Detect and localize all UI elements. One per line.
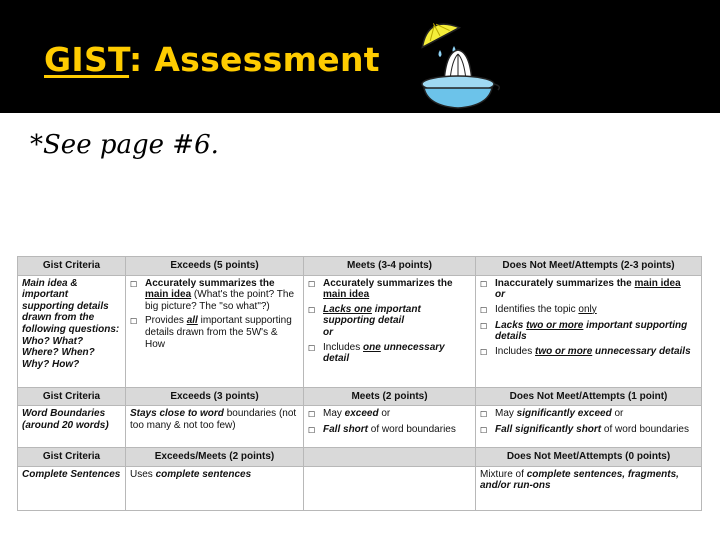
title-assessment: : Assessment	[129, 40, 380, 79]
column-header: Does Not Meet/Attempts (2-3 points)	[476, 257, 702, 276]
exceeds-cell: Stays close to word boundaries (not too many & not too few)	[126, 406, 304, 448]
column-header: Meets (2 points)	[304, 387, 476, 406]
column-header: Exceeds (3 points)	[126, 387, 304, 406]
meets-cell: ☐ Accurately summarizes the main idea ☐ Lacks one important supporting detail or ☐ Includes one unnecessary detail	[304, 275, 476, 387]
checkbox-bullet-icon: ☐	[308, 305, 316, 315]
column-header: Does Not Meet/Attempts (1 point)	[476, 387, 702, 406]
checkbox-bullet-icon: ☐	[308, 279, 316, 289]
criteria-cell: Complete Sentences	[18, 466, 126, 510]
column-header: Meets (3-4 points)	[304, 257, 476, 276]
column-header: Gist Criteria	[18, 387, 126, 406]
gist-rubric-table	[17, 256, 702, 511]
checkbox-bullet-icon: ☐	[480, 347, 488, 357]
does-not-meet-cell: ☐ May significantly exceed or ☐ Fall significantly short of word boundaries	[476, 406, 702, 448]
checkbox-bullet-icon: ☐	[480, 426, 488, 436]
checkbox-bullet-icon: ☐	[308, 343, 316, 353]
slide-subtitle: *See page #6.	[30, 130, 219, 160]
rubric-row-word-boundaries	[18, 406, 702, 448]
criteria-cell: Word Boundaries (around 20 words)	[18, 406, 126, 448]
exceeds-cell: Uses complete sentences	[126, 466, 304, 510]
column-header: Gist Criteria	[18, 448, 126, 467]
checkbox-bullet-icon: ☐	[308, 410, 316, 420]
checkbox-bullet-icon: ☐	[480, 279, 488, 289]
checkbox-bullet-icon: ☐	[480, 410, 488, 420]
column-header	[304, 448, 476, 467]
does-not-meet-cell: Mixture of complete sentences, fragments, and/or run-ons	[476, 466, 702, 510]
lemon-juicer-icon	[410, 16, 502, 110]
column-header: Exceeds (5 points)	[126, 257, 304, 276]
title-gist: GIST	[44, 40, 130, 79]
exceeds-cell: ☐ Accurately summarizes the main idea (What's the point? The big picture? The "so what"?) ☐ Provides all important supporting details drawn from the 5W's & How	[126, 275, 304, 387]
column-header: Does Not Meet/Attempts (0 points)	[476, 448, 702, 467]
rubric-header-row	[18, 448, 702, 467]
checkbox-bullet-icon: ☐	[130, 317, 138, 327]
checkbox-bullet-icon: ☐	[308, 426, 316, 436]
meets-cell: ☐ May exceed or ☐ Fall short of word boundaries	[304, 406, 476, 448]
checkbox-bullet-icon: ☐	[480, 321, 488, 331]
checkbox-bullet-icon: ☐	[130, 279, 138, 289]
title-bar	[0, 0, 720, 113]
checkbox-bullet-icon: ☐	[480, 305, 488, 315]
rubric-row-complete-sentences	[18, 466, 702, 510]
column-header: Gist Criteria	[18, 257, 126, 276]
does-not-meet-cell: ☐ Inaccurately summarizes the main idea or ☐ Identifies the topic only ☐ Lacks two or more important supporting details ☐ Includes two or more unnecessary details	[476, 275, 702, 387]
rubric-row-main-idea	[18, 275, 702, 387]
column-header: Exceeds/Meets (2 points)	[126, 448, 304, 467]
slide-title	[44, 40, 380, 79]
meets-cell	[304, 466, 476, 510]
rubric-header-row	[18, 387, 702, 406]
rubric-header-row	[18, 257, 702, 276]
criteria-cell: Main idea & important supporting details drawn from the following questions: Who? What? Where? When? Why? How?	[18, 275, 126, 387]
